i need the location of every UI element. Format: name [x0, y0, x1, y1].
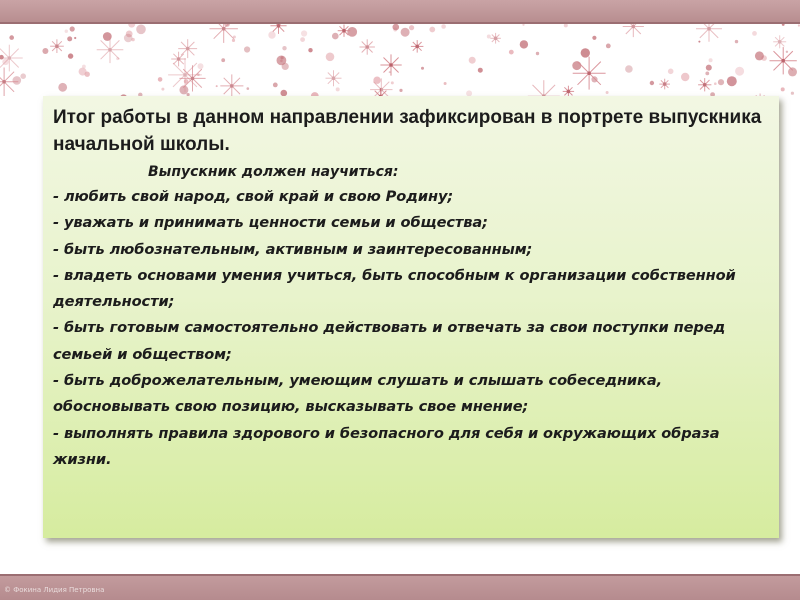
sparkle-dot [591, 76, 597, 82]
sparkle-dot [391, 81, 394, 84]
sparkle-star [0, 45, 23, 72]
sparkle-dot [216, 85, 218, 87]
sparkle-dot [727, 76, 737, 86]
sparkle-star [623, 24, 644, 37]
sparkle-dot [232, 39, 235, 42]
sparkle-dot [536, 52, 539, 55]
sparkle-dot [42, 48, 48, 54]
sparkle-dot [70, 26, 75, 31]
list-item: - быть доброжелательным, умеющим слушать и слышать собеседника, обосновывать свою позицию, высказывать свое мнение; [53, 372, 663, 416]
sparkle-dot [572, 61, 581, 70]
sparkle-dot [301, 30, 307, 36]
sparkle-dot [705, 72, 709, 76]
sparkle-dot [706, 65, 712, 71]
sparkle-star [698, 78, 711, 91]
sparkle-dot [409, 25, 414, 30]
sparkle-dot [509, 50, 514, 55]
top-band [0, 0, 800, 22]
sparkle-dot [332, 33, 339, 40]
sparkle-star [380, 54, 401, 75]
sparkle-dot [592, 36, 596, 40]
sparkle-star [411, 40, 424, 53]
sparkle-dot [606, 91, 609, 94]
sparkle-dot [300, 37, 305, 42]
copyright-text: © Фокина Лидия Петровна [4, 586, 105, 594]
sparkle-dot [393, 24, 400, 30]
list-item: - владеть основами умения учиться, быть способным к организации собственной деятельности; [53, 266, 736, 311]
sparkle-dot [681, 73, 689, 81]
sparkle-dot [781, 87, 785, 91]
list-item: - любить свой народ, свой край и свою Родину; [53, 188, 454, 205]
sparkle-dot [161, 88, 164, 91]
sparkle-dot [79, 68, 87, 76]
sparkle-star [490, 33, 501, 44]
sparkle-dot [755, 51, 764, 60]
sparkle-star [326, 70, 342, 86]
sparkle-dot [401, 28, 410, 37]
sparkle-dot [158, 77, 163, 82]
sparkle-dot [326, 53, 335, 62]
sparkle-dot [389, 71, 391, 73]
sparkle-dot [487, 35, 491, 39]
sparkle-star [696, 24, 722, 42]
sparkle-star [168, 58, 202, 92]
sparkle-dot [282, 63, 289, 70]
sparkle-dot [668, 69, 674, 75]
sparkle-dot [782, 24, 785, 26]
sparkle-dot [522, 24, 524, 26]
sparkle-dot [74, 37, 76, 39]
sparkle-star [573, 57, 606, 90]
sparkle-dot [478, 68, 483, 73]
sparkle-dot [735, 40, 738, 43]
sparkle-dot [12, 76, 21, 85]
sparkle-dot [65, 30, 68, 33]
sparkle-dot [718, 79, 724, 85]
sparkle-dot [244, 46, 250, 52]
sparkle-dot [786, 51, 788, 53]
sparkle-dot [136, 25, 146, 35]
sparkle-dot [788, 67, 797, 76]
sparkle-star [50, 39, 64, 53]
sparkle-dot [0, 55, 4, 60]
list-item: - уважать и принимать ценности семьи и общества; [53, 214, 488, 232]
sparkle-dot [698, 41, 700, 43]
sparkle-star [773, 35, 786, 48]
sparkle-star [0, 68, 18, 97]
sparkle-dot [58, 83, 67, 92]
bottom-band [0, 576, 800, 600]
sparkle-dot [268, 31, 275, 38]
sparkle-dot [735, 67, 744, 76]
sparkle-dot [520, 40, 528, 48]
sparkle-dot [67, 36, 72, 41]
sparkle-star [178, 39, 197, 58]
sparkle-dot [308, 48, 312, 52]
sparkle-dot [606, 44, 611, 49]
list-item: - быть любознательным, активным и заинтересованным; [53, 240, 533, 258]
slide-heading: Итог работы в данном направлении зафиксирован в портрете выпускника начальной школы. [53, 107, 762, 155]
slide-subheading: Выпускник должен научиться: [148, 164, 399, 180]
sparkle-dot [714, 82, 717, 85]
sparkle-dot [421, 67, 424, 70]
sparkle-dot [9, 35, 14, 40]
sparkle-star [360, 39, 375, 54]
sparkle-star [97, 37, 124, 64]
sparkle-star [171, 52, 186, 67]
sparkle-star [770, 47, 797, 74]
sparkle-dot [20, 73, 26, 79]
sparkle-dot [128, 24, 135, 28]
sparkle-dot [791, 92, 794, 95]
sparkle-dot [469, 57, 476, 64]
sparkle-dot [282, 46, 286, 50]
sparkle-dot [441, 24, 446, 29]
sparkle-dot [650, 81, 654, 85]
sparkle-dot [581, 48, 590, 57]
list-item: - быть готовым самостоятельно действовать и отвечать за свои поступки перед семьей и обществом; [53, 319, 726, 363]
sparkle-dot [399, 89, 402, 92]
sparkle-dot [429, 27, 435, 33]
sparkle-star [659, 79, 670, 90]
sparkle-star [220, 74, 243, 97]
sparkle-dot [247, 87, 250, 90]
sparkle-dot [347, 27, 357, 37]
sparkle-dot [336, 87, 340, 91]
sparkle-star [338, 25, 351, 37]
sparkle-dot [273, 83, 278, 88]
sparkle-dot [68, 53, 73, 58]
sparkle-star [179, 65, 205, 91]
sparkle-dot [124, 34, 133, 43]
sparkle-dot [444, 82, 447, 85]
sparkle-dot [625, 65, 633, 73]
sparkle-dot [198, 63, 204, 69]
list-item: - выполнять правила здорового и безопасного для себя и окружающих образа жизни. [53, 424, 720, 468]
sparkle-dot [709, 58, 713, 62]
content-box [43, 96, 779, 538]
requirements-list [53, 184, 769, 473]
sparkle-dot [564, 24, 568, 27]
sparkle-dot [221, 58, 225, 62]
sparkle-dot [752, 31, 757, 36]
